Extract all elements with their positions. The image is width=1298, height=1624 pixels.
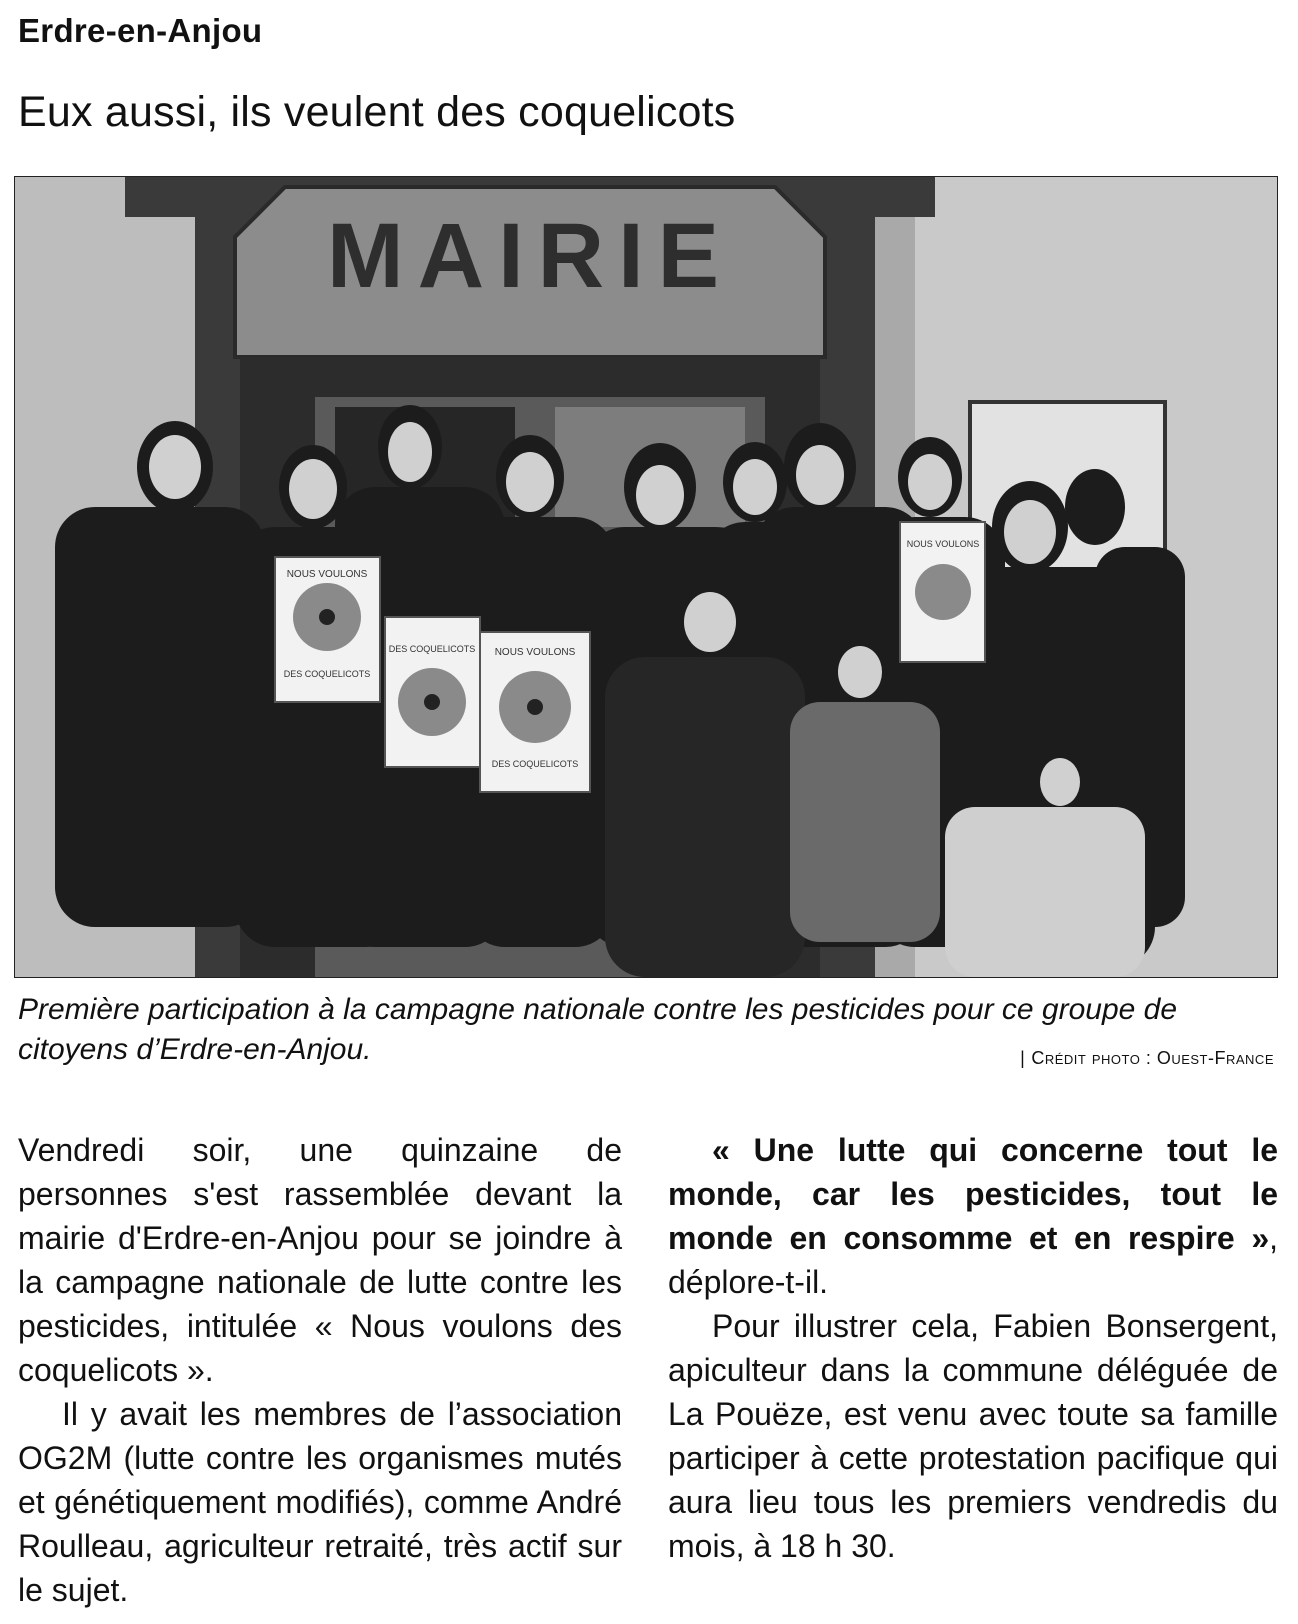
article-photo [14,176,1278,978]
article-headline: Eux aussi, ils veulent des coquelicots [18,88,736,136]
svg-text:NOUS VOULONS: NOUS VOULONS [286,569,368,580]
svg-text:DES COQUELICOTS: DES COQUELICOTS [388,644,476,654]
svg-text:DES COQUELICOTS: DES COQUELICOTS [491,759,579,769]
poster-middle [385,617,480,767]
svg-text:NOUS VOULONS: NOUS VOULONS [494,647,576,658]
poppy-icon [915,564,971,620]
poster-far-right [900,522,985,662]
photo-caption: Première participation à la campagne nationale contre les pesticides pour ce groupe de citoyens d’Erdre-en-Anjou. [18,993,1178,1066]
photo-credit-text: Crédit photo : Ouest-France [1031,1048,1274,1068]
article-column-left [18,1128,622,1612]
photo-illustration [15,177,1277,977]
pull-quote: « Une lutte qui concerne tout le monde, car les pesticides, tout le monde en consomme et en respire » [668,1132,1278,1256]
svg-text:NOUS VOULONS: NOUS VOULONS [906,539,980,549]
svg-text:DES COQUELICOTS: DES COQUELICOTS [283,669,371,679]
section-locality: Erdre-en-Anjou [18,12,263,49]
paragraph-1: Vendredi soir, une quinzaine de personnes s'est rassemblée devant la mairie d'Erdre-en-Anjou pour se joindre à la campagne nationale de lutte contre les pesticides, intitulée « Nous voulons des coquelicots ». [18,1132,622,1388]
mairie-sign: MAIRIE [327,205,733,307]
paragraph-3: Pour illustrer cela, Fabien Bonsergent, apiculteur dans la commune déléguée de La Pouëze, est venu avec toute sa famille participer à cette protestation pacifique qui aura lieu tous les premiers vendredis du mois, à 18 h 30. [668,1308,1278,1564]
quote-attribution: , déplore-t-il. [668,1220,1278,1300]
paragraph-quote [668,1128,1278,1304]
poster-left [275,557,380,702]
poster-right [480,632,590,792]
photo-credit: | Crédit photo : Ouest-France [1020,1048,1274,1068]
paragraph-2: Il y avait les membres de l’association OG2M (lutte contre les organismes mutés et génétiquement modifiés), comme André Roulleau, agriculteur retraité, très actif sur le sujet. [18,1396,622,1608]
article-column-right [668,1128,1278,1568]
